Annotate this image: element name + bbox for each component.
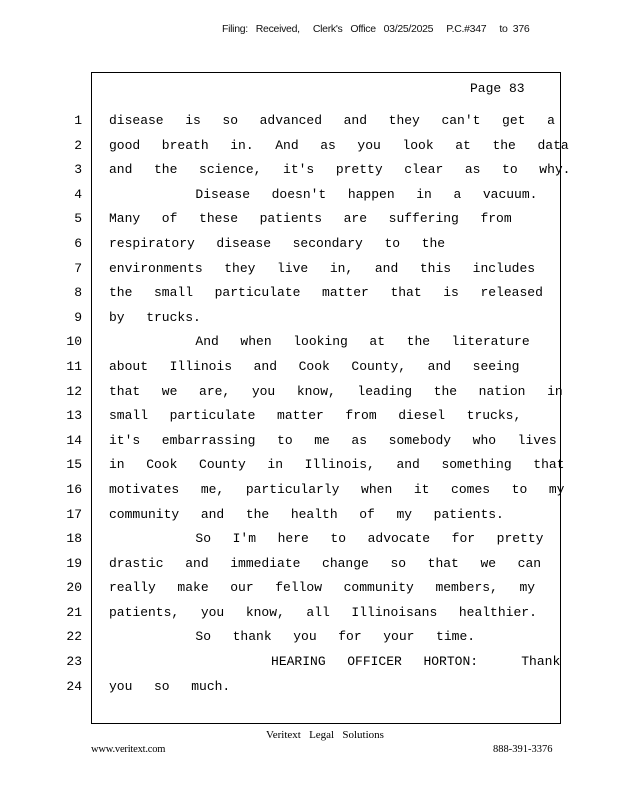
line-text: So thank you for your time. — [109, 629, 476, 645]
line-number: 9 — [74, 309, 82, 325]
line-text: small particulate matter from diesel trucks, — [109, 408, 522, 424]
footer-brand: Veritext Legal Solutions — [266, 729, 384, 741]
transcript-line — [0, 358, 618, 383]
transcript-line — [0, 432, 618, 457]
line-text: Disease doesn't happen in a vacuum. — [109, 186, 538, 202]
line-text: Many of these patients are suffering from — [109, 211, 512, 227]
line-number: 1 — [74, 113, 82, 128]
line-text: And when looking at the literature — [109, 334, 530, 350]
line-text: respiratory disease secondary to the — [109, 235, 446, 251]
page-number: Page 83 — [470, 81, 525, 96]
line-number: 15 — [66, 457, 82, 473]
line-text: community and the health of my patients. — [109, 506, 504, 522]
transcript-body — [0, 112, 618, 702]
footer-website[interactable]: www.veritext.com — [91, 744, 166, 755]
transcript-line — [0, 604, 618, 629]
line-text: HEARING OFFICER HORTON: Thank — [109, 654, 561, 670]
line-number: 17 — [66, 506, 82, 522]
line-number: 12 — [66, 383, 82, 399]
line-number: 14 — [66, 432, 82, 448]
line-number: 21 — [66, 604, 82, 620]
footer-phone: 888-391-3376 — [493, 744, 553, 755]
transcript-line — [0, 555, 618, 580]
line-text: good breath in. And as you look at the data — [109, 137, 569, 153]
line-text: you so much. — [109, 678, 231, 694]
line-number: 18 — [66, 531, 82, 547]
line-number: 13 — [66, 408, 82, 424]
transcript-line — [0, 260, 618, 285]
line-text: So I'm here to advocate for pretty — [109, 531, 544, 547]
line-number: 5 — [74, 211, 82, 227]
transcript-line — [0, 137, 618, 162]
transcript-line — [0, 530, 618, 555]
transcript-line — [0, 678, 618, 703]
line-number: 19 — [66, 555, 82, 571]
transcript-line — [0, 456, 618, 481]
line-number: 4 — [74, 186, 82, 202]
line-text: drastic and immediate change so that we can — [109, 555, 542, 571]
line-text: in Cook County in Illinois, and something that — [109, 457, 565, 473]
transcript-line — [0, 579, 618, 604]
transcript-line — [0, 628, 618, 653]
transcript-line — [0, 506, 618, 531]
line-number: 7 — [74, 260, 82, 276]
line-text: about Illinois and Cook County, and seeing — [109, 358, 520, 374]
line-text: it's embarrassing to me as somebody who lives — [109, 432, 557, 448]
line-number: 23 — [66, 654, 82, 670]
transcript-line — [0, 383, 618, 408]
filing-stamp: Filing: Received, Clerk's Office 03/25/2025 P.C.#347 to 376 — [222, 23, 530, 35]
transcript-line — [0, 112, 618, 137]
transcript-line — [0, 284, 618, 309]
line-text: disease is so advanced and they can't get a — [109, 113, 555, 128]
transcript-line — [0, 333, 618, 358]
transcript-line — [0, 161, 618, 186]
line-text: motivates me, particularly when it comes to my — [109, 481, 565, 497]
transcript-line — [0, 481, 618, 506]
line-text: by trucks. — [109, 309, 201, 325]
line-text: really make our fellow community members, my — [109, 580, 536, 596]
transcript-line — [0, 309, 618, 334]
line-text: and the science, it's pretty clear as to why. — [109, 162, 571, 178]
line-number: 8 — [74, 285, 82, 301]
transcript-line — [0, 210, 618, 235]
line-text: that we are, you know, leading the nation in — [109, 383, 563, 399]
line-number: 2 — [74, 137, 82, 153]
line-number: 22 — [66, 629, 82, 645]
line-text: patients, you know, all Illinoisans healthier. — [109, 604, 537, 620]
line-number: 16 — [66, 481, 82, 497]
transcript-line — [0, 407, 618, 432]
line-number: 10 — [66, 334, 82, 350]
line-number: 20 — [66, 580, 82, 596]
transcript-line — [0, 653, 618, 678]
line-number: 3 — [74, 162, 82, 178]
line-number: 6 — [74, 235, 82, 251]
transcript-line — [0, 235, 618, 260]
transcript-line — [0, 186, 618, 211]
line-number: 11 — [66, 358, 82, 374]
line-text: environments they live in, and this includes — [109, 260, 536, 276]
line-text: the small particulate matter that is released — [109, 285, 543, 301]
line-number: 24 — [66, 678, 82, 694]
